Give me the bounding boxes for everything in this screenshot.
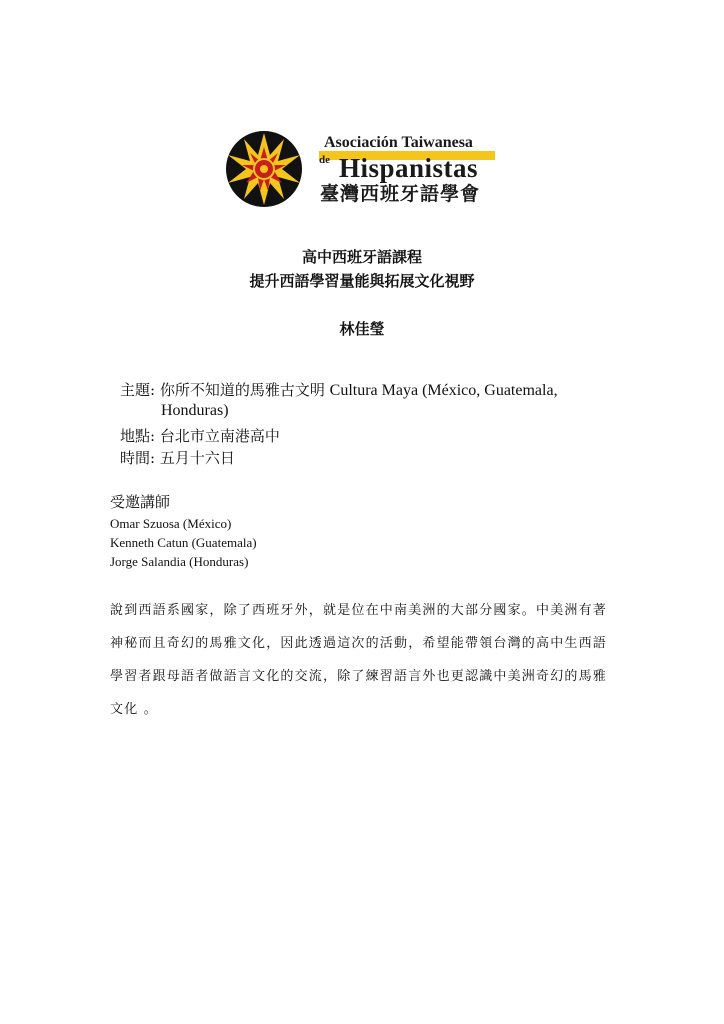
logo-name-line2: Hispanistas [339, 153, 479, 183]
teacher-item: Kenneth Catun (Guatemala) [110, 535, 257, 550]
logo-name-zh: 臺灣西班牙語學會 [320, 183, 481, 205]
place-label: 地點: [120, 427, 156, 445]
topic-es-continued: Honduras) [161, 402, 229, 419]
paragraph-line: 神秘而且奇幻的馬雅文化，因此透過這次的活動，希望能帶領台灣的高中生西語 [110, 636, 608, 651]
logo-name-line1: Asociación Taiwanesa [324, 134, 473, 151]
logo-de: de [319, 154, 330, 166]
teacher-item: Omar Szuosa (México) [110, 516, 232, 531]
time-value: 五月十六日 [159, 449, 235, 467]
association-logo [222, 127, 502, 211]
teachers-heading: 受邀講師 [110, 493, 171, 511]
topic-label: 主題: [120, 381, 156, 399]
course-subtitle: 提升西語學習量能與拓展文化視野 [249, 272, 475, 290]
paragraph-line: 文化 。 [110, 702, 158, 717]
time-row [120, 447, 235, 468]
paragraph-line: 學習者跟母語者做語言文化的交流，除了練習語言外也更認識中美洲奇幻的馬雅 [110, 669, 608, 684]
topic-row [120, 379, 558, 400]
time-label: 時間: [120, 449, 156, 467]
course-title: 高中西班牙語課程 [301, 248, 422, 266]
teacher-item: Jorge Salandia (Honduras) [110, 554, 249, 569]
paragraph-line: 說到西語系國家，除了西班牙外，就是位在中南美洲的大部分國家。中美洲有著 [110, 603, 608, 618]
topic-es: Cultura Maya (México, Guatemala, [329, 382, 558, 399]
place-row [120, 425, 280, 446]
maya-star-emblem-icon [222, 127, 306, 211]
topic-zh: 你所不知道的馬雅古文明 [159, 381, 325, 399]
author-name: 林佳瑩 [339, 320, 385, 338]
logo-wordmark [319, 127, 502, 211]
place-value: 台北市立南港高中 [159, 427, 280, 445]
